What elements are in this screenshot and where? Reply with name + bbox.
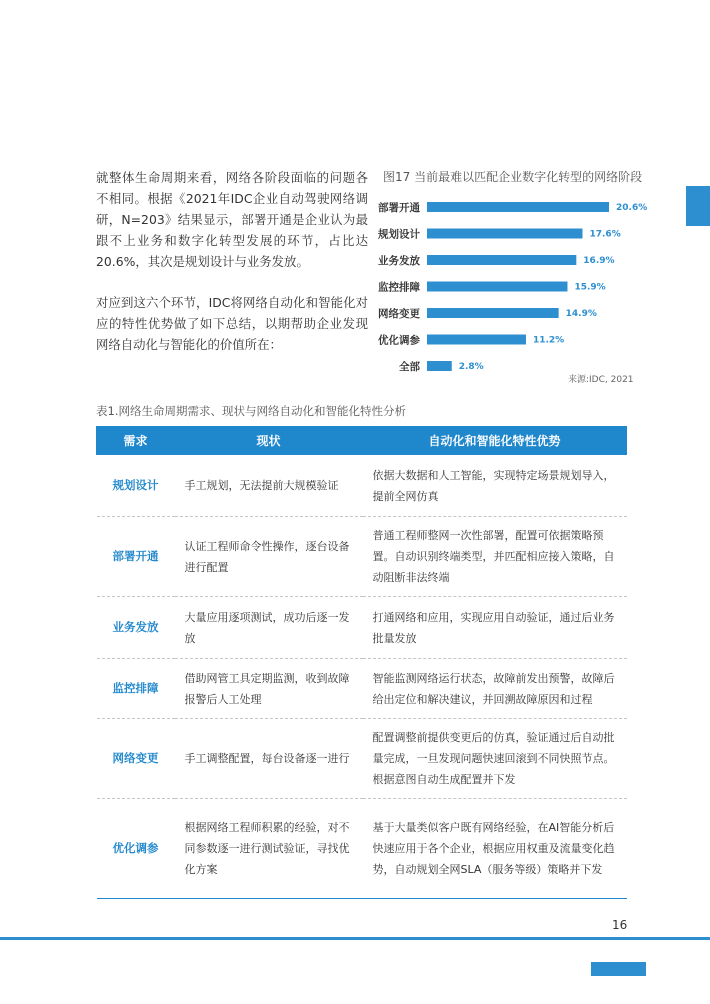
category-label: 全部	[399, 361, 420, 373]
table-row	[97, 719, 627, 799]
lifecycle-table	[96, 426, 627, 899]
need-cell: 监控排障	[97, 659, 175, 719]
table-caption: 表1.网络生命周期需求、现状与网络自动化和智能化特性分析	[96, 404, 406, 418]
page-number: 16	[612, 918, 628, 932]
advantage-cell: 基于大量类似客户既有网络经验，在AI智能分析后快速应用于各个企业，根据应用权重及流量变化趋势，自动规划全网SLA（服务等级）策略并下发	[363, 799, 627, 899]
table-row	[97, 799, 627, 899]
table-row	[97, 455, 627, 517]
status-cell: 手工调整配置，每台设备逐一进行	[175, 719, 363, 799]
value-label: 15.9%	[574, 282, 606, 293]
category-label: 监控排障	[378, 281, 420, 294]
advantage-cell: 依据大数据和人工智能，实现特定场景规划导入，提前全网仿真	[363, 455, 627, 517]
need-cell: 部署开通	[97, 517, 175, 597]
value-label: 20.6%	[616, 203, 648, 213]
status-cell: 借助网管工具定期监测，收到故障报警后人工处理	[175, 659, 363, 719]
figure-title: 图17 当前最难以匹配企业数字化转型的网络阶段	[383, 170, 643, 184]
value-label: 11.2%	[532, 335, 565, 346]
table-header-row	[97, 427, 627, 455]
bar	[427, 229, 582, 239]
status-cell: 大量应用逐项测试，成功后逐一发放	[175, 597, 363, 659]
value-label: 17.6%	[589, 229, 621, 240]
bar	[427, 308, 559, 318]
network-stage-bar-chart	[370, 196, 660, 388]
intro-paragraph: 就整体生命周期来看，网络各阶段面临的问题各不相同。根据《2021年IDC企业自动驾驶网络调研，N=203》结果显示，部署开通是企业认为最跟不上业务和数字化转型发展的环节，占比达20.6%，其次是规划设计与业务发放。	[96, 170, 368, 269]
bar	[427, 202, 609, 212]
bar	[427, 282, 567, 292]
bar	[427, 255, 576, 265]
header-advantage: 自动化和智能化特性优势	[363, 427, 627, 455]
side-section-tab	[686, 186, 710, 226]
bar	[427, 335, 526, 345]
summary-paragraph: 对应到这六个环节，IDC将网络自动化和智能化对应的特性优势做了如下总结，以期帮助企业发现网络自动化与智能化的价值所在：	[96, 295, 368, 352]
header-status: 现状	[175, 427, 363, 455]
table-row	[97, 517, 627, 597]
bar	[427, 361, 452, 371]
status-cell: 根据网络工程师积累的经验，对不同参数逐一进行测试验证，寻找优化方案	[175, 799, 363, 899]
footer-rule	[0, 937, 710, 940]
value-label: 16.9%	[583, 256, 615, 266]
need-cell: 优化调参	[97, 799, 175, 899]
table-row	[97, 597, 627, 659]
status-cell: 认证工程师命令性操作，逐台设备进行配置	[175, 517, 363, 597]
chart-source: 来源:IDC, 2021	[568, 375, 634, 385]
category-label: 网络变更	[378, 308, 420, 320]
footer-accent-block	[591, 962, 646, 976]
need-cell: 业务发放	[97, 597, 175, 659]
category-label: 规划设计	[378, 228, 420, 241]
status-cell: 手工规划，无法提前大规模验证	[175, 455, 363, 517]
value-label: 14.9%	[565, 309, 597, 319]
category-label: 部署开通	[378, 202, 420, 214]
value-label: 2.8%	[458, 362, 484, 372]
advantage-cell: 普通工程师整网一次性部署，配置可依据策略预置。自动识别终端类型，并匹配相应接入策略，自动阻断非法终端	[363, 517, 627, 597]
need-cell: 规划设计	[97, 455, 175, 517]
need-cell: 网络变更	[97, 719, 175, 799]
header-need: 需求	[97, 427, 175, 455]
category-label: 业务发放	[378, 255, 420, 267]
table-row	[97, 659, 627, 719]
advantage-cell: 配置调整前提供变更后的仿真，验证通过后自动批量完成，一旦发现问题快速回滚到不同快照节点。根据意图自动生成配置并下发	[363, 719, 627, 799]
advantage-cell: 智能监测网络运行状态，故障前发出预警，故障后给出定位和解决建议，并回溯故障原因和过程	[363, 659, 627, 719]
category-label: 优化调参	[378, 334, 420, 347]
advantage-cell: 打通网络和应用，实现应用自动验证，通过后业务批量发放	[363, 597, 627, 659]
